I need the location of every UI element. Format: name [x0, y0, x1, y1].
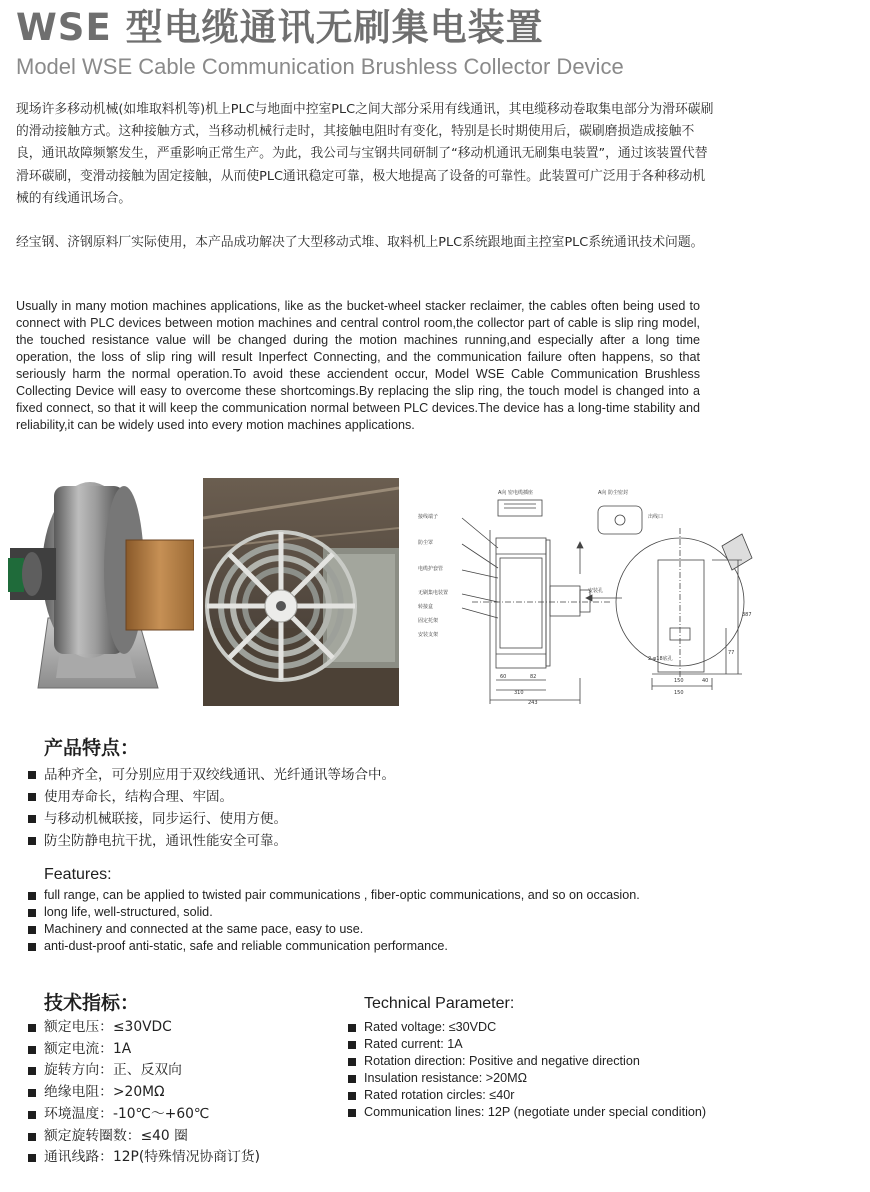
bullet-icon: [348, 1024, 356, 1032]
device-photo: [8, 478, 194, 706]
bullet-icon: [348, 1058, 356, 1066]
list-item-text: 防尘防静电抗干扰，通讯性能安全可靠。: [44, 833, 287, 849]
drawing-label-dust-cover: 防尘罩: [418, 540, 434, 546]
bullet-icon: [28, 1154, 36, 1162]
features-cn-heading: 产品特点：: [44, 737, 140, 759]
drawing-dim-243: 243: [528, 700, 538, 706]
list-item: [28, 887, 640, 904]
features-en-heading: Features:: [44, 866, 112, 883]
list-item: [28, 764, 395, 786]
bullet-icon: [348, 1092, 356, 1100]
drawing-label-mount-bracket: 安装支架: [418, 632, 439, 638]
bullet-icon: [28, 837, 36, 845]
list-item-text: 绝缘电阻：>20MΩ: [44, 1084, 165, 1101]
page-title-cn: WSE 型电缆通讯无刷集电装置: [16, 6, 544, 49]
list-item: [348, 1053, 706, 1070]
list-item: [348, 1070, 706, 1087]
list-item: [28, 1126, 260, 1148]
list-item: [28, 1060, 260, 1082]
list-item-text: Insulation resistance: >20MΩ: [364, 1071, 528, 1085]
drawing-dim-77: 77: [728, 650, 735, 656]
bullet-icon: [28, 1067, 36, 1075]
page-title-en: Model WSE Cable Communication Brushless Collector Device: [16, 54, 624, 79]
list-item-text: 与移动机械联接，同步运行、使用方便。: [44, 811, 287, 827]
cable-reel-photo-image: [203, 478, 399, 706]
list-item: [28, 1082, 260, 1104]
list-item: [28, 830, 395, 852]
drawing-label-junction-box: 转接盒: [418, 604, 434, 610]
drawing-dim-310: 310: [514, 690, 524, 696]
cable-reel-photo: [203, 478, 399, 706]
list-item-text: 品种齐全，可分别应用于双绞线通讯、光纤通讯等场合中。: [44, 767, 395, 783]
drawing-label-cable-sleeve: 电缆护套管: [418, 566, 444, 572]
drawing-dim-60: 60: [500, 674, 507, 680]
bullet-icon: [28, 909, 36, 917]
list-item: [28, 921, 640, 938]
list-item: [28, 904, 640, 921]
list-item: [28, 1104, 260, 1126]
bullet-icon: [28, 1133, 36, 1141]
drawing-dim-150b: 150: [674, 678, 684, 684]
list-item-text: 额定电压：≤30VDC: [44, 1019, 172, 1035]
drawing-dim-40: 40: [702, 678, 709, 684]
list-item: [348, 1087, 706, 1104]
device-photo-image: [8, 478, 194, 706]
list-item-text: 使用寿命长，结构合理、牢固。: [44, 789, 233, 805]
drawing-label-brushless-device: 无刷集电装置: [418, 590, 449, 596]
list-item: [28, 1039, 260, 1061]
list-item-text: 通讯线路：12P(特殊情况协商订货): [44, 1149, 260, 1166]
bullet-icon: [348, 1075, 356, 1083]
features-en-list: [28, 887, 640, 955]
list-item: [28, 786, 395, 808]
list-item-text: full range, can be applied to twisted pair communications , fiber-optic communications, and so on occasion.: [44, 888, 640, 902]
tech-en-list: [348, 1019, 706, 1121]
bullet-icon: [28, 1111, 36, 1119]
bullet-icon: [28, 793, 36, 801]
list-item-text: 旋转方向：正、反双向: [44, 1062, 182, 1079]
list-item-text: Rated voltage: ≤30VDC: [364, 1020, 497, 1034]
intro-cn-paragraph-1: 现场许多移动机械(如堆取料机等)机上PLC与地面中控室PLC之间大部分采用有线通讯，其电缆移动卷取集电部分为滑环碳刷的滑动接触方式。这种接触方式，当移动机械行走时，其接触电阻时有变化，特别是长时期使用后，碳刷磨损造成接触不良，通讯故障频繁发生，严重影响正常生产。为此，我公司与宝钢共同研制了“移动机通讯无刷集电装置”，通过该装置代替滑环碳刷，变滑动接触为固定接触，从而使PLC通讯稳定可靠，极大地提高了设备的可靠性。此装置可广泛用于各种移动机械的有线通讯场合。: [16, 102, 714, 206]
intro-cn-paragraph-2: 经宝钢、济钢原料厂实际使用，本产品成功解决了大型移动式堆、取料机上PLC系统跟地面主控室PLC系统通讯技术问题。: [16, 235, 704, 250]
bullet-icon: [28, 771, 36, 779]
tech-en-heading: Technical Parameter:: [364, 995, 515, 1012]
bullet-icon: [28, 815, 36, 823]
tech-cn-heading: 技术指标：: [44, 992, 140, 1014]
list-item-text: 环境温度：-10℃～+60℃: [44, 1105, 210, 1122]
list-item-text: 额定旋转圈数：≤40 圈: [44, 1127, 188, 1144]
technical-drawing-svg: [412, 478, 770, 706]
drawing-label-a-socket: A向 密电缆插座: [498, 490, 534, 496]
list-item: [28, 938, 640, 955]
list-item: [28, 1017, 260, 1039]
bullet-icon: [28, 1046, 36, 1054]
drawing-dim-150: 150: [674, 690, 684, 696]
list-item-text: Rated rotation circles: ≤40r: [364, 1088, 515, 1102]
list-item-text: Rated current: 1A: [364, 1037, 463, 1051]
features-cn-list: [28, 764, 395, 852]
bullet-icon: [348, 1041, 356, 1049]
list-item-text: long life, well-structured, solid.: [44, 905, 213, 919]
list-item: [348, 1019, 706, 1036]
list-item: [348, 1036, 706, 1053]
drawing-label-a-seal: A向 防尘密封: [598, 490, 629, 496]
list-item-text: Communication lines: 12P (negotiate under special condition): [364, 1105, 707, 1119]
bullet-icon: [348, 1109, 356, 1117]
list-item: [348, 1104, 706, 1121]
list-item-text: Rotation direction: Positive and negative direction: [364, 1054, 640, 1068]
bullet-icon: [28, 1089, 36, 1097]
list-item-text: anti-dust-proof anti-static, safe and reliable communication performance.: [44, 939, 448, 953]
bullet-icon: [28, 943, 36, 951]
drawing-label-outlet: 出线口: [648, 514, 664, 520]
list-item: [28, 808, 395, 830]
list-item: [28, 1147, 260, 1169]
bullet-icon: [28, 926, 36, 934]
drawing-label-terminal: 接线端子: [418, 514, 439, 520]
list-item-text: Machinery and connected at the same pace, easy to use.: [44, 922, 364, 936]
intro-en-paragraph: Usually in many motion machines applications, like as the bucket-wheel stacker reclaimer, the cables often being used to connect with PLC devices between motion machines and central control room,the collector part of cable is slip ring model, the touched resistance value will be changed during the motion machines running,and especially after a long time operation, the loss of slip ring will result Inperfect Connecting, and the communication failure often happens, so that seriously harm the normal operation.To avoid these acciendent occur, Model WSE Cable Communication Brushless Collecting Device will easy to overcome these shortcomings.By replacing the slip ring, the touch model is changed into a fixed connect, so that it will keep the communication normal between PLC devices.The device has a long-time stability and reliability,it can be widely used into every motion machines applications.: [16, 299, 700, 432]
bullet-icon: [28, 1024, 36, 1032]
drawing-label-mount-hole: 安装孔: [588, 588, 604, 594]
drawing-dim-387: 387: [742, 612, 752, 618]
drawing-dim-82: 82: [530, 674, 537, 680]
bullet-icon: [28, 892, 36, 900]
drawing-label-base-holes: 2-φ18底孔: [648, 656, 673, 662]
drawing-label-fixed-bracket: 固定托架: [418, 618, 439, 624]
technical-drawing: [412, 478, 770, 706]
tech-cn-list: [28, 1017, 260, 1169]
list-item-text: 额定电流：1A: [44, 1040, 132, 1057]
